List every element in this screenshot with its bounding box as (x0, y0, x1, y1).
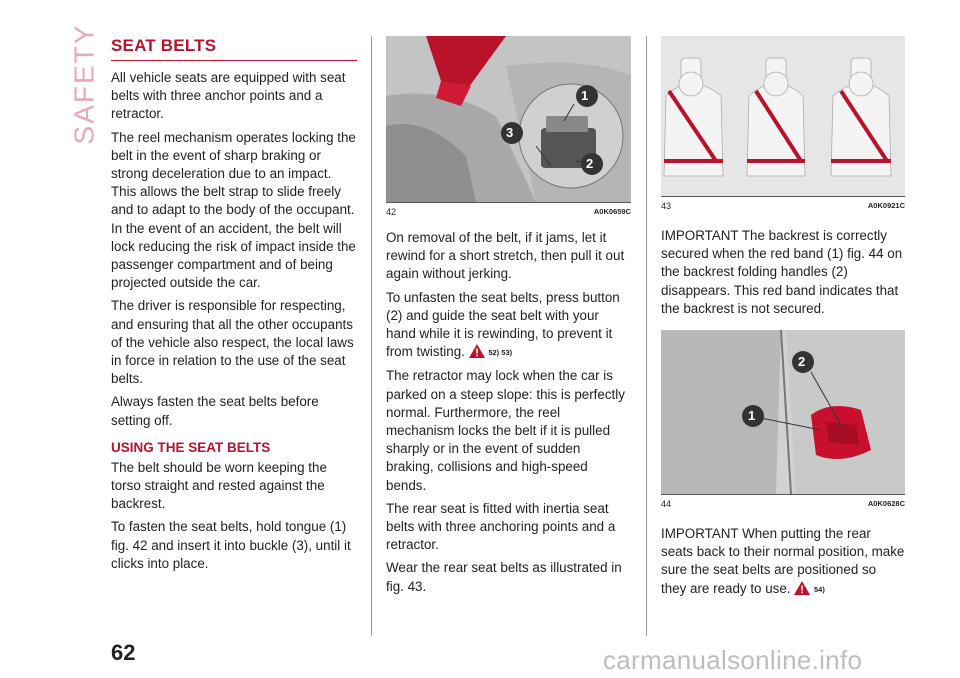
column-divider (371, 36, 372, 636)
figure-code: A0K0921C (867, 201, 905, 210)
warning-refs: 52) 53) (488, 348, 513, 358)
column-divider (646, 36, 647, 636)
section-tab (50, 23, 100, 145)
warning-icon (469, 344, 485, 358)
paragraph: The driver is responsible for respecting, and ensuring that all the other occupants of the vehicle also respect, the local laws in force in relation to the use of the seat belts. (111, 298, 354, 387)
page-number: 62 (111, 640, 136, 665)
warning-refs: 54) (814, 584, 825, 594)
paragraph-text: IMPORTANT When putting the rear seats back to their normal position, make sure the seat belts are positioned so they are ready to use. (661, 526, 905, 596)
paragraph (661, 525, 905, 599)
paragraph-text: To unfasten the seat belts, press button (2) and guide the seat belt with your hand while it is rewinding, to prevent it from twisting. (386, 289, 620, 360)
figure-code: A0K0659C (593, 207, 631, 216)
paragraph (386, 289, 631, 363)
paragraph: On removal of the belt, if it jams, let it rewind for a short stretch, then pull it out again without jerking. (386, 230, 625, 282)
section-tab-label: SAFETY (68, 23, 100, 145)
figure-44-caption (661, 494, 905, 511)
paragraph: The belt should be worn keeping the torso straight and rested against the backrest. (111, 459, 327, 512)
figure-43-caption (661, 196, 905, 213)
figure-43-image (661, 36, 905, 196)
paragraph: The reel mechanism operates locking the belt in the event of sharp braking or strong deceleration due to an impact. This allows the belt strap to slide freely and to adapt to the body of the occupant. In the event of an accident, the belt will lock reducing the risk of impact inside the passenger compartment and of being projected outside the car. (111, 129, 356, 291)
column-3 (661, 36, 905, 604)
watermark: carmanualsonline.info (603, 645, 863, 675)
paragraph: The retractor may lock when the car is parked on a steep slope: this is perfectly normal. Furthermore, the reel mechanism locks the belt if it is pulled sharply or in the event of sudden braking, collisions and high-speed bends. (386, 368, 625, 493)
callout-1: 1 (581, 88, 589, 103)
callout-1: 1 (748, 408, 756, 424)
paragraph: IMPORTANT The backrest is correctly secured when the red band (1) fig. 44 on the backrest folding handles (2) disappears. This red band indicates that the backrest is not secured. (661, 228, 903, 316)
figure-number: 43 (661, 201, 672, 211)
backrest-handle-illustration (661, 330, 905, 494)
paragraph: To fasten the seat belts, hold tongue (1) fig. 42 and insert it into buckle (3), until it clicks into place. (111, 519, 351, 571)
subsection-title: USING THE SEAT BELTS (111, 439, 271, 455)
warning-icon (794, 581, 810, 595)
paragraph: Always fasten the seat belts before setting off. (111, 394, 319, 428)
column-1 (111, 36, 357, 578)
section-title: SEAT BELTS (111, 36, 357, 61)
seat-belt-buckle-illustration (386, 36, 631, 202)
figure-42-caption (386, 202, 631, 219)
column-2 (386, 36, 631, 601)
figure-code: A0K0628C (867, 499, 905, 509)
figure-number: 42 (386, 207, 397, 217)
paragraph: The rear seat is fitted with inertia seat belts with three anchoring points and a retractor. (386, 500, 616, 553)
figure-42-image (386, 36, 631, 202)
figure-number: 44 (661, 499, 672, 510)
rear-seat-belts-illustration (661, 36, 905, 196)
figure-44-image (661, 330, 905, 494)
callout-2: 2 (586, 156, 594, 171)
paragraph: Wear the rear seat belts as illustrated in fig. 43. (386, 560, 622, 594)
paragraph: All vehicle seats are equipped with seat belts with three anchor points and a retractor. (111, 70, 346, 122)
callout-3: 3 (506, 125, 514, 140)
callout-2: 2 (798, 354, 806, 370)
